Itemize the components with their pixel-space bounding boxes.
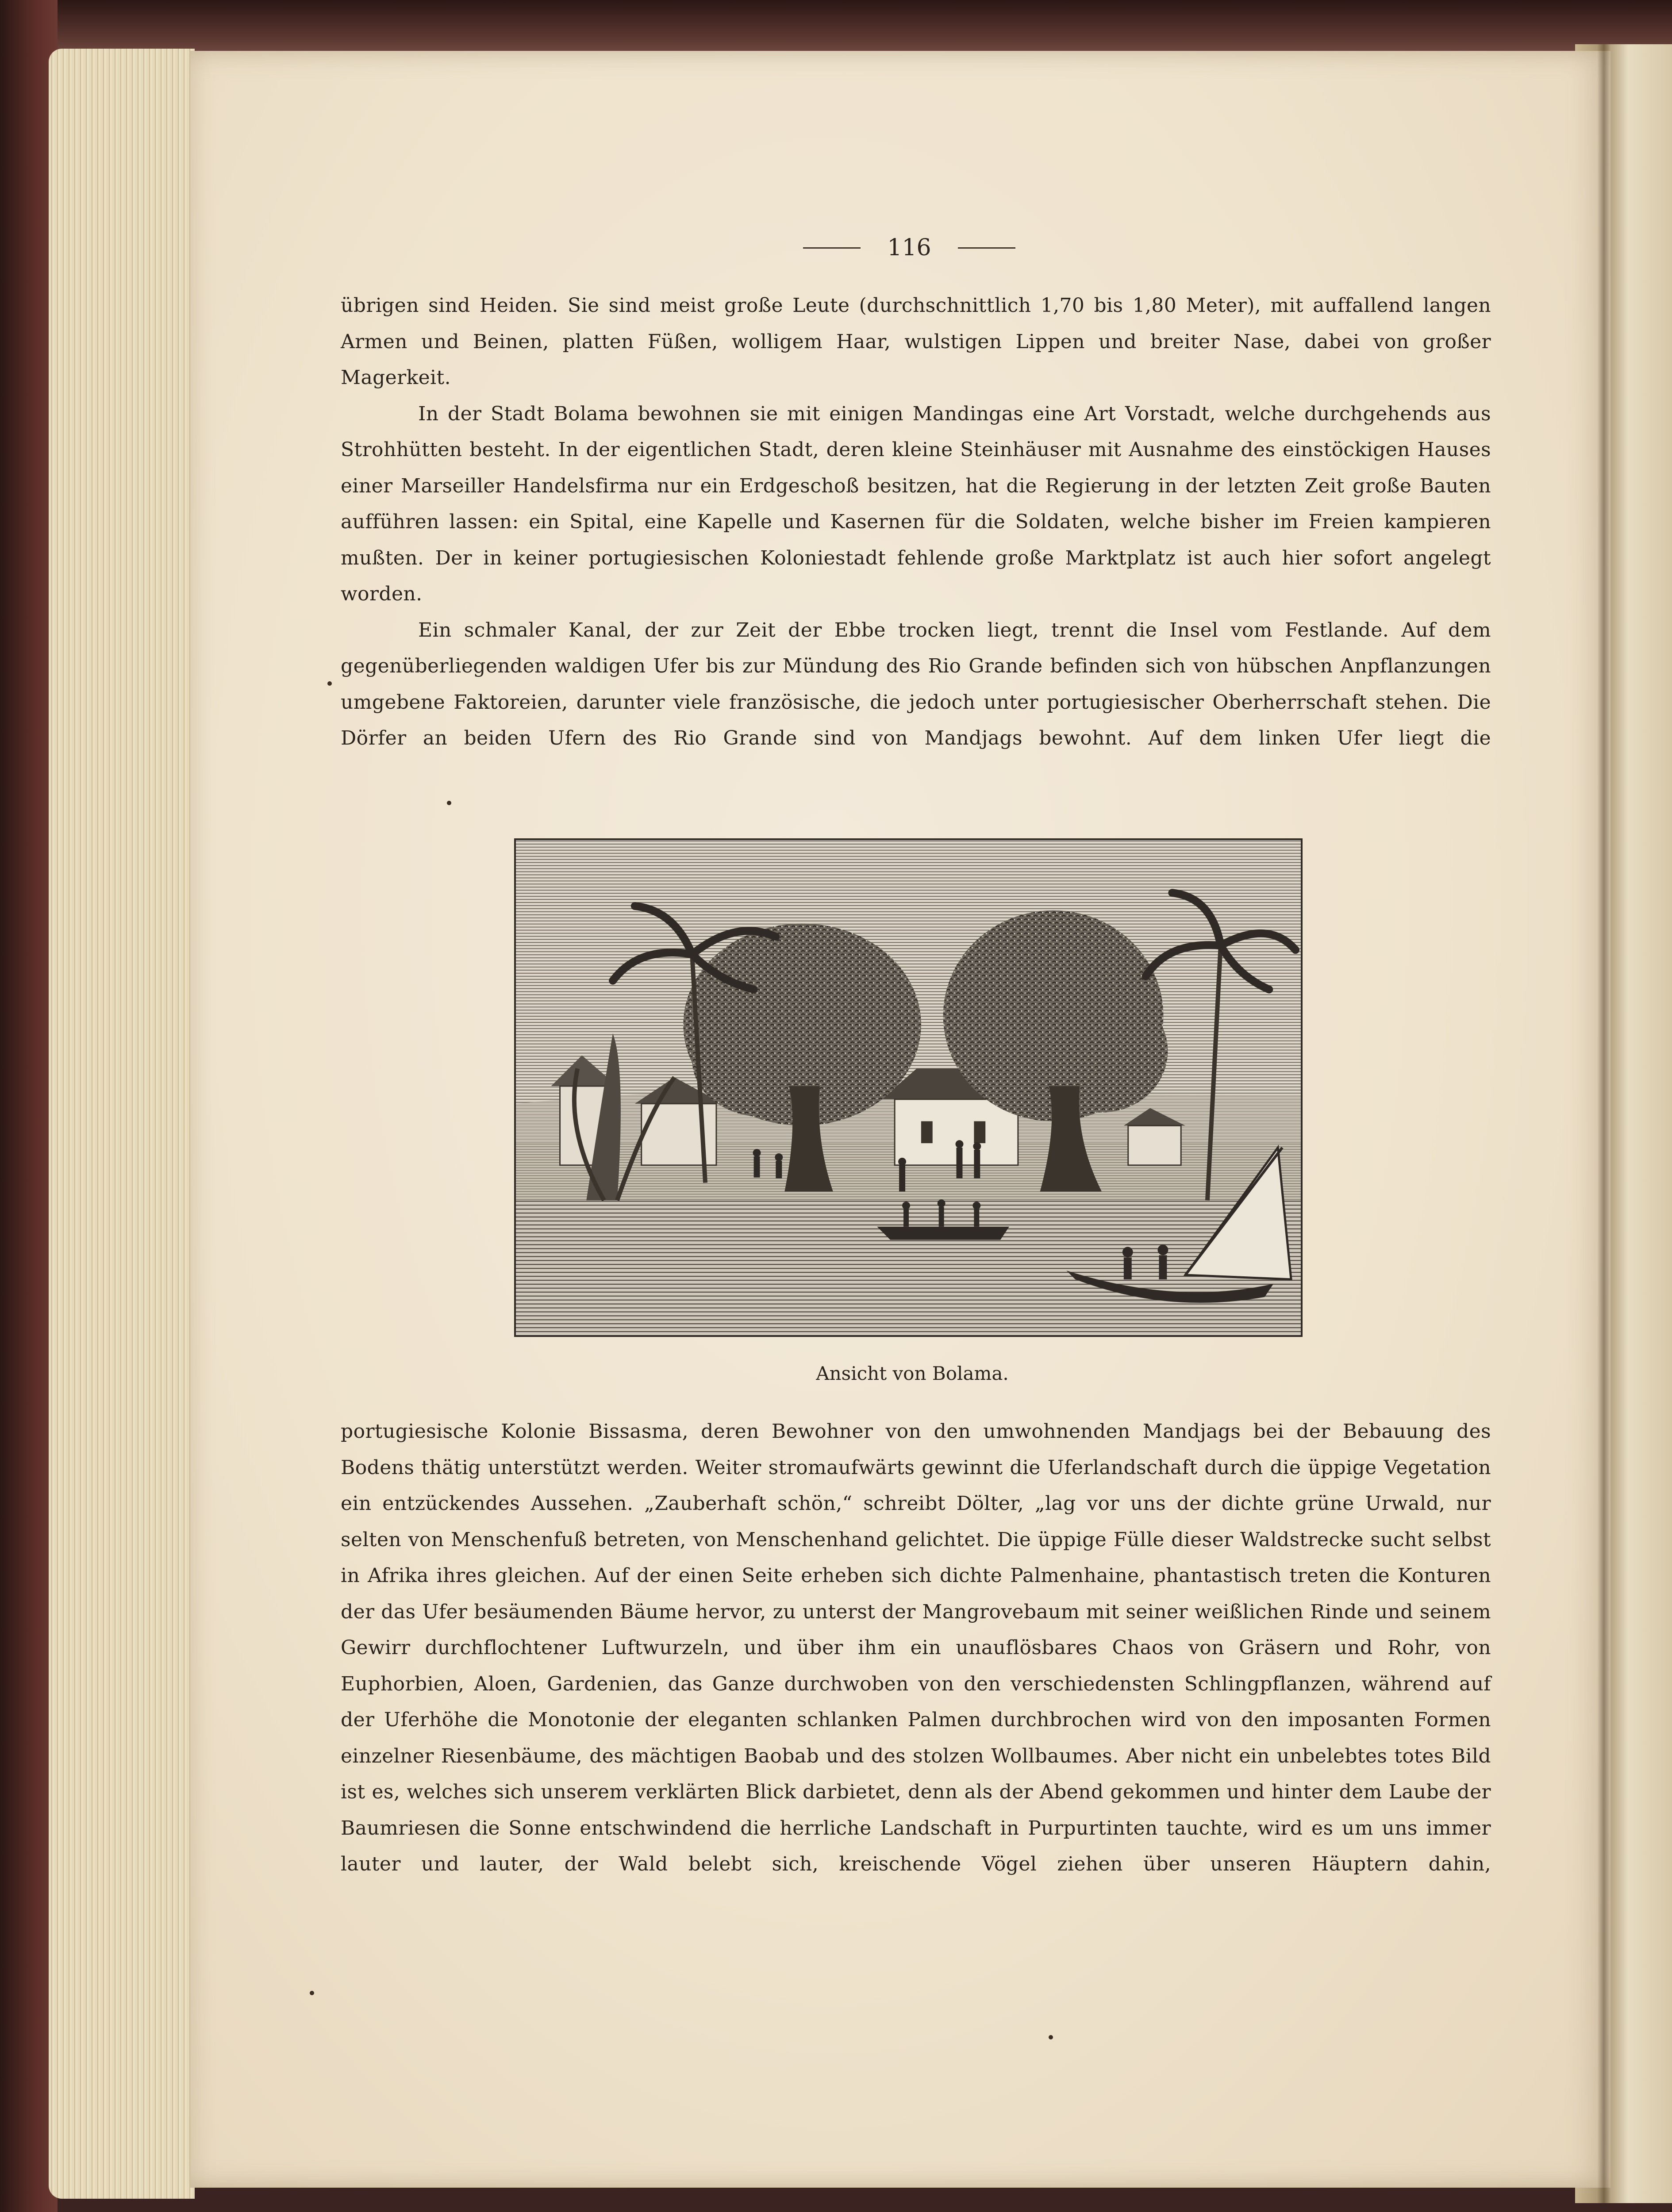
paper-speck (447, 801, 451, 805)
paper-speck (1049, 2035, 1053, 2039)
gutter-shadow (1597, 44, 1611, 2203)
paper-speck (310, 1991, 314, 1995)
paragraph-1: übrigen sind Heiden. Sie sind meist große Leute (durchschnittlich 1,70 bis 1,80 Meter), mit auffallend langen Armen und Beinen, platten Füßen, wolligem Haar, wulstigen Lippen und breiter Nase, dabei von großer Magerkeit. (341, 294, 1491, 389)
illustration-engraving (514, 838, 1303, 1337)
engraving-scene (516, 840, 1301, 1335)
header-rule-left (803, 247, 861, 249)
illustration-caption: Ansicht von Bolama. (816, 1363, 1009, 1384)
paragraph-2: In der Stadt Bolama bewohnen sie mit einigen Mandingas eine Art Vorstadt, welche durchgehends aus Strohhütten besteht. In der eigentlichen Stadt, deren kleine Steinhäuser mit Ausnahme des einstöckigen Hauses einer Marseiller Handelsfirma nur ein Erdgeschoß besitzen, hat die Regierung in der letzten Zeit große Bauten aufführen lassen: ein Spital, eine Kapelle und Kasernen für die Soldaten, welche bisher im Freien kampieren mußten. Der in keiner portugiesischen Koloniestadt fehlende große Marktplatz ist auch hier sofort angelegt worden. (341, 402, 1491, 605)
text-block-top (341, 288, 1491, 757)
paper-speck (327, 681, 332, 686)
book-cover-top (0, 0, 1672, 53)
paragraph-3: Ein schmaler Kanal, der zur Zeit der Ebbe trocken liegt, trennt die Insel vom Festlande. Auf dem gegenüberliegenden waldigen Ufer bis zur Mündung des Rio Grande befinden sich von hübschen Anpflanzungen umgebene Faktoreien, darunter viele französische, die jedoch unter portugiesischer Oberherrschaft stehen. Die Dörfer an beiden Ufern des Rio Grande sind von Mandjags bewohnt. Auf dem linken Ufer liegt die (341, 618, 1491, 749)
header-rule-right (958, 247, 1015, 249)
page-number: 116 (887, 234, 931, 261)
paragraph-4: portugiesische Kolonie Bissasma, deren Bewohner von den umwohnenden Mandjags bei der Bebauung des Bodens thätig unterstützt werden. Weiter stromaufwärts gewinnt die Uferlandschaft durch die üppige Vegetation ein entzückendes Aussehen. „Zauberhaft schön,“ schreibt Dölter, „lag vor uns der dichte grüne Urwald, nur selten von Menschenfuß betreten, von Menschenhand gelichtet. Die üppige Fülle dieser Waldstrecke sucht selbst in Afrika ihres gleichen. Auf der einen Seite erheben sich dichte Palmenhaine, phantastisch treten die Konturen der das Ufer besäumenden Bäume hervor, zu unterst der Mangrovebaum mit seiner weißlichen Rinde und seinem Gewirr durchflochtener Luftwurzeln, und über ihm ein unauflösbares Chaos von Gräsern und Rohr, von Euphorbien, Aloen, Gardenien, das Ganze durchwoben von den verschiedensten Schlingpflanzen, während auf der Uferhöhe die Monotonie der eleganten schlanken Palmen durchbrochen wird von den imposanten Formen einzelner Riesenbäume, des mächtigen Baobab und des stolzen Wollbaumes. Aber nicht ein unbelebtes totes Bild ist es, welches sich unserem verklärten Blick darbietet, denn als der Abend gekommen und hinter dem Laube der Baumriesen die Sonne entschwindend die herrliche Landschaft in Purpurtinten tauchte, wird es um uns immer lauter und lauter, der Wald belebt sich, kreischende Vögel ziehen über unseren Häuptern dahin, (341, 1420, 1491, 1875)
page-edges (49, 49, 195, 2199)
text-block-bottom (341, 1413, 1491, 1882)
page-header (803, 234, 1015, 261)
